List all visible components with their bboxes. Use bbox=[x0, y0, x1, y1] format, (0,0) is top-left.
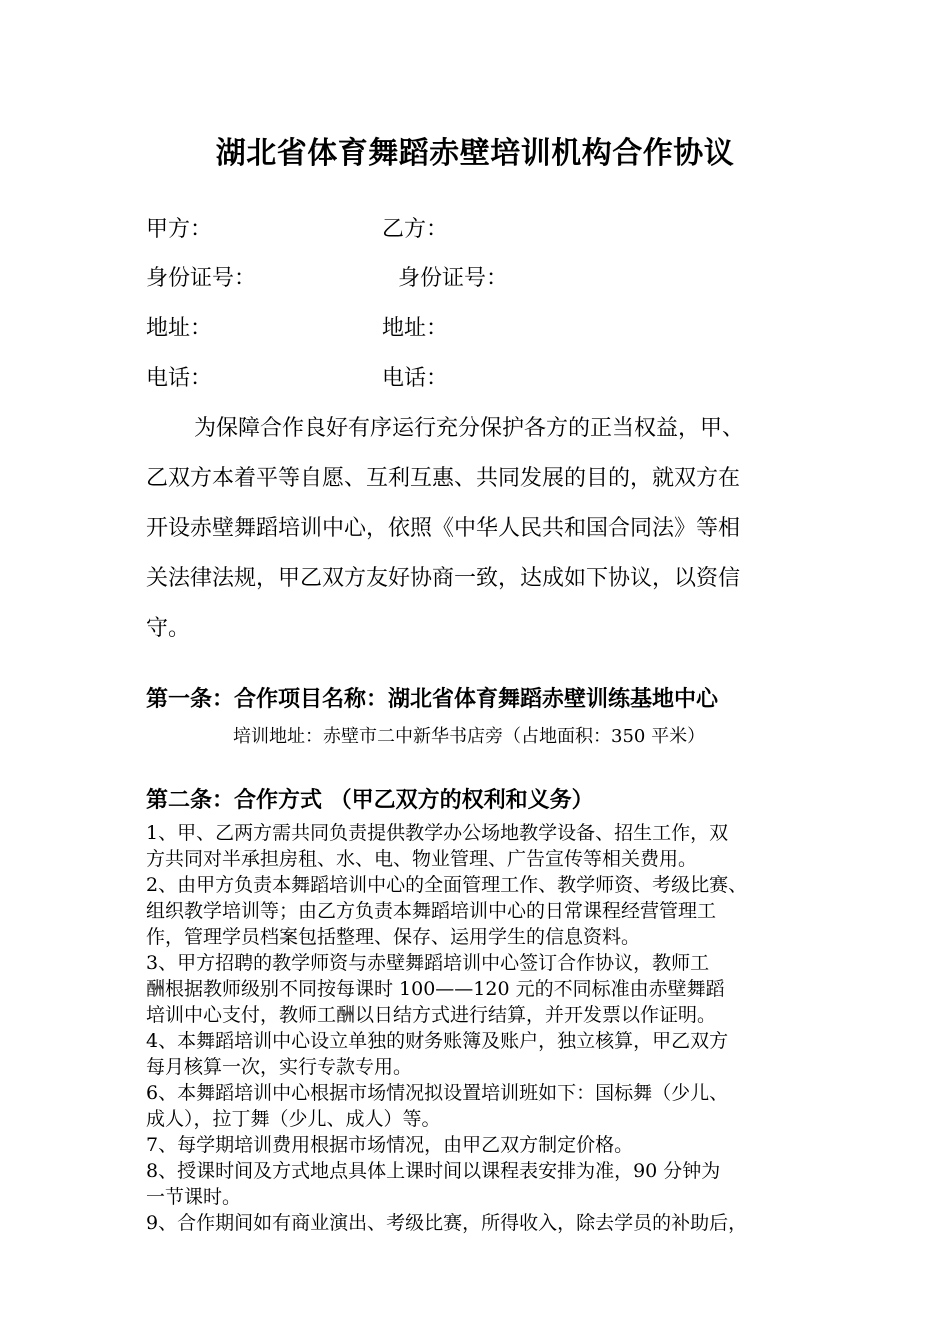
party-a-id-label: 身份证号： bbox=[146, 266, 257, 291]
party-a-label: 甲方： bbox=[146, 217, 213, 242]
clause-line: 1、甲、乙两方需共同负责提供教学办公场地教学设备、招生工作，双 bbox=[146, 822, 729, 844]
party-b-label: 乙方： bbox=[382, 217, 449, 242]
intro-line: 守。 bbox=[146, 616, 191, 641]
intro-line: 乙双方本着平等自愿、互利互惠、共同发展的目的，就双方在 bbox=[146, 466, 741, 491]
clause-line: 7、每学期培训费用根据市场情况，由甲乙双方制定价格。 bbox=[146, 1134, 634, 1156]
clause-line: 方共同对半承担房租、水、电、物业管理、广告宣传等相关费用。 bbox=[146, 848, 698, 870]
clause-line: 培训中心支付，教师工酬以日结方式进行结算，并开发票以作证明。 bbox=[146, 1004, 717, 1026]
party-row-phone bbox=[146, 361, 846, 393]
party-b-id-label: 身份证号： bbox=[398, 266, 509, 291]
clause-line: 3、甲方招聘的教学师资与赤壁舞蹈培训中心签订合作协议，教师工 bbox=[146, 952, 710, 974]
clause-line: 酬根据教师级别不同按每课时 100——120 元的不同标准由赤壁舞蹈 bbox=[146, 978, 725, 1000]
clause-line: 4、本舞蹈培训中心设立单独的财务账簿及账户，独立核算，甲乙双方 bbox=[146, 1030, 729, 1052]
article-2-heading: 第二条：合作方式 （甲乙双方的权利和义务） bbox=[146, 788, 594, 813]
clause-line: 一节课时。 bbox=[146, 1186, 242, 1208]
intro-line: 为保障合作良好有序运行充分保护各方的正当权益，甲、 bbox=[194, 416, 745, 441]
clause-line: 9、合作期间如有商业演出、考级比赛，所得收入，除去学员的补助后， bbox=[146, 1212, 748, 1234]
article-1-heading: 第一条：合作项目名称：湖北省体育舞蹈赤壁训练基地中心 bbox=[146, 687, 719, 712]
training-address: 培训地址：赤壁市二中新华书店旁（占地面积：350 平米） bbox=[233, 726, 706, 747]
clause-line: 2、由甲方负责本舞蹈培训中心的全面管理工作、教学师资、考级比赛、 bbox=[146, 874, 748, 896]
document-title: 湖北省体育舞蹈赤壁培训机构合作协议 bbox=[215, 136, 735, 171]
clause-line: 成人），拉丁舞（少儿、成人）等。 bbox=[146, 1108, 441, 1130]
party-b-address-label: 地址： bbox=[382, 316, 449, 341]
party-a-address-label: 地址： bbox=[146, 316, 213, 341]
clause-line: 6、本舞蹈培训中心根据市场情况拟设置培训班如下：国标舞（少儿、 bbox=[146, 1082, 729, 1104]
clause-line: 8、授课时间及方式地点具体上课时间以课程表安排为准，90 分钟为 bbox=[146, 1160, 721, 1182]
intro-line: 关法律法规，甲乙双方友好协商一致，达成如下协议，以资信 bbox=[146, 566, 741, 591]
party-b-phone-label: 电话： bbox=[382, 366, 449, 391]
intro-line: 开设赤壁舞蹈培训中心，依照《中华人民共和国合同法》等相 bbox=[146, 516, 741, 541]
party-row-id bbox=[146, 261, 846, 293]
clause-line: 组织教学培训等；由乙方负责本舞蹈培训中心的日常课程经营管理工 bbox=[146, 900, 717, 922]
party-row-name bbox=[146, 212, 846, 244]
clause-line: 作，管理学员档案包括整理、保存、运用学生的信息资料。 bbox=[146, 926, 641, 948]
intro-paragraph bbox=[146, 404, 836, 654]
article-2-clauses bbox=[146, 820, 826, 1236]
clause-line: 每月核算一次，实行专款专用。 bbox=[146, 1056, 413, 1078]
party-a-phone-label: 电话： bbox=[146, 366, 213, 391]
party-row-address bbox=[146, 311, 846, 343]
